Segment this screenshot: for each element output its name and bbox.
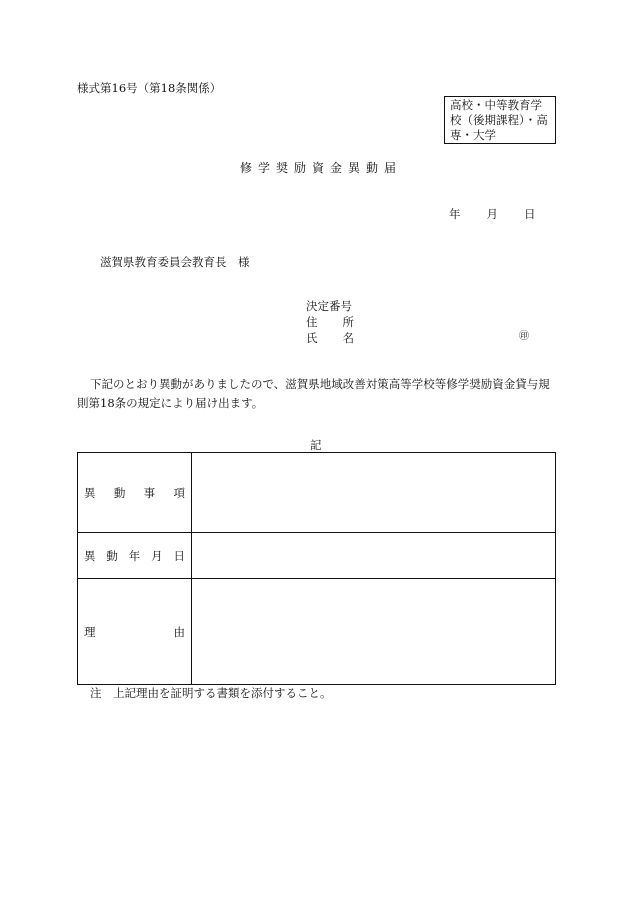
change-date-field[interactable] [192, 533, 556, 579]
footnote: 注 上記理由を証明する書類を添付すること。 [90, 686, 332, 700]
body-paragraph [77, 375, 557, 413]
name-row [306, 330, 354, 346]
reason-field[interactable] [192, 579, 556, 685]
change-item-label: 異動事項 [84, 485, 185, 500]
change-item-field[interactable] [192, 453, 556, 533]
ki-heading: 記 [310, 438, 322, 452]
name-label: 氏名 [306, 331, 354, 345]
table-label-cell [78, 533, 192, 579]
table-row [78, 533, 556, 579]
date-line [449, 206, 536, 222]
table-label-cell [78, 579, 192, 685]
reason-label: 理由 [84, 624, 185, 639]
school-type-line-3: 専・大学 [450, 128, 496, 142]
school-type-line-2: 校（後期課程）・高 [450, 113, 548, 127]
date-year-label: 年 [449, 207, 461, 221]
table-row [78, 579, 556, 685]
change-date-label: 異動年月日 [84, 548, 185, 563]
address-row [306, 314, 354, 330]
school-type-box [444, 96, 556, 144]
detail-table [77, 452, 556, 685]
date-day-label: 日 [524, 207, 536, 221]
addressee: 滋賀県教育委員会教育長 様 [100, 255, 250, 269]
date-month-label: 月 [486, 207, 498, 221]
address-label: 住所 [306, 315, 354, 329]
seal-icon: ㊞ [519, 331, 529, 342]
school-type-line-1: 高校・中等教育学 [450, 98, 542, 112]
document-title: 修学奨励資金異動届 [240, 161, 403, 175]
form-number: 様式第16号（第18条関係） [77, 81, 222, 95]
decision-number-label: 決定番号 [306, 299, 352, 313]
table-label-cell [78, 453, 192, 533]
decision-number-row [306, 298, 352, 314]
body-text: 下記のとおり異動がありましたので、滋賀県地域改善対策高等学校等修学奨励資金貸与規則第18条の規定により届け出ます。 [77, 377, 550, 410]
table-row [78, 453, 556, 533]
